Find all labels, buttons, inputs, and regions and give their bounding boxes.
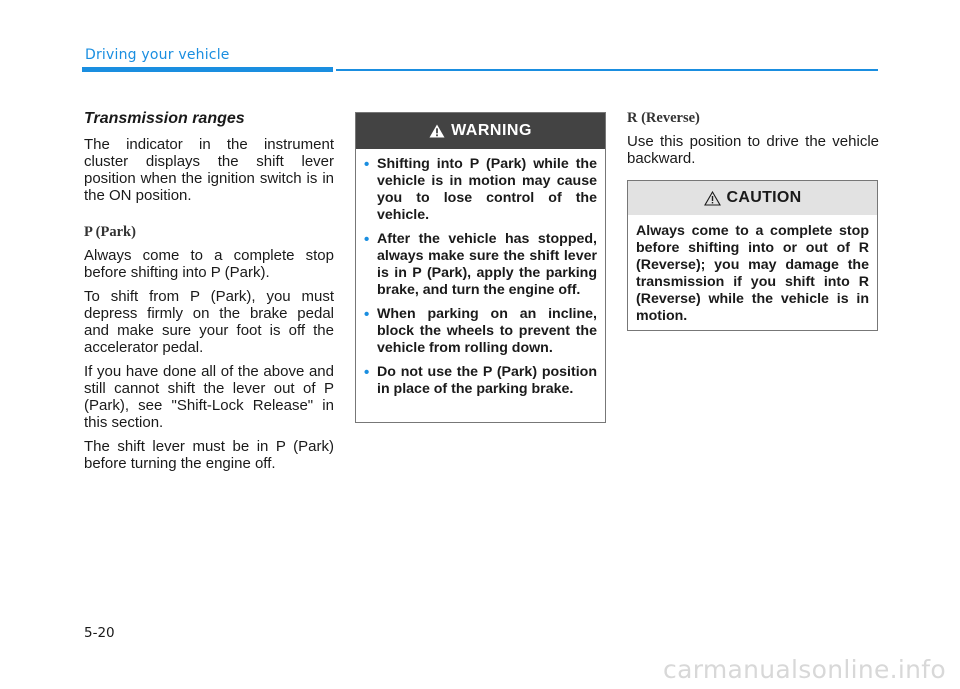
page-number: 5-20 xyxy=(84,625,115,641)
warning-label: WARNING xyxy=(451,122,532,139)
reverse-heading: R (Reverse) xyxy=(627,110,700,126)
caution-label: CAUTION xyxy=(726,189,802,206)
bullet-icon: • xyxy=(364,306,370,323)
warning-item: • Shifting into P (Park) while the vehicle is in motion may cause you to lose control of the vehicle. xyxy=(364,156,597,223)
header-rule-thick xyxy=(82,67,333,72)
warning-item: • When parking on an incline, block the wheels to prevent the vehicle from rolling down. xyxy=(364,306,597,356)
watermark: carmanualsonline.info xyxy=(663,655,946,684)
bullet-icon: • xyxy=(364,156,370,173)
park-paragraph: The shift lever must be in P (Park) before turning the engine off. xyxy=(84,438,334,472)
park-paragraph: Always come to a complete stop before shifting into P (Park). xyxy=(84,247,334,281)
park-paragraph: If you have done all of the above and still cannot shift the lever out of P (Park), see "Shift-Lock Release" in this section. xyxy=(84,363,334,431)
right-column xyxy=(627,110,879,174)
section-header: Driving your vehicle xyxy=(85,47,230,63)
caution-header xyxy=(628,181,877,215)
intro-paragraph: The indicator in the instrument cluster displays the shift lever position when the ignition switch is in the ON position. xyxy=(84,136,334,204)
warning-triangle-icon xyxy=(429,124,445,138)
caution-text: Always come to a complete stop before shifting into or out of R (Reverse); you may damage the transmission if you shift into R (Reverse) while the vehicle is in motion. xyxy=(636,223,869,324)
bullet-icon: • xyxy=(364,364,370,381)
header-rule-thin xyxy=(336,69,878,71)
caution-box xyxy=(627,180,878,331)
reverse-paragraph: Use this position to drive the vehicle backward. xyxy=(627,133,879,167)
warning-item: • After the vehicle has stopped, always make sure the shift lever is in P (Park), apply the parking brake, and turn the engine off. xyxy=(364,231,597,298)
warning-header xyxy=(356,113,605,149)
caution-triangle-icon xyxy=(704,191,721,206)
warning-box xyxy=(355,112,606,423)
section-title: Transmission ranges xyxy=(84,110,245,127)
park-paragraph: To shift from P (Park), you must depress firmly on the brake pedal and make sure your foot is off the accelerator pedal. xyxy=(84,288,334,356)
warning-list xyxy=(356,149,605,398)
warning-item: • Do not use the P (Park) position in place of the parking brake. xyxy=(364,364,597,397)
left-column xyxy=(84,110,334,479)
park-heading: P (Park) xyxy=(84,224,136,240)
bullet-icon: • xyxy=(364,231,370,248)
